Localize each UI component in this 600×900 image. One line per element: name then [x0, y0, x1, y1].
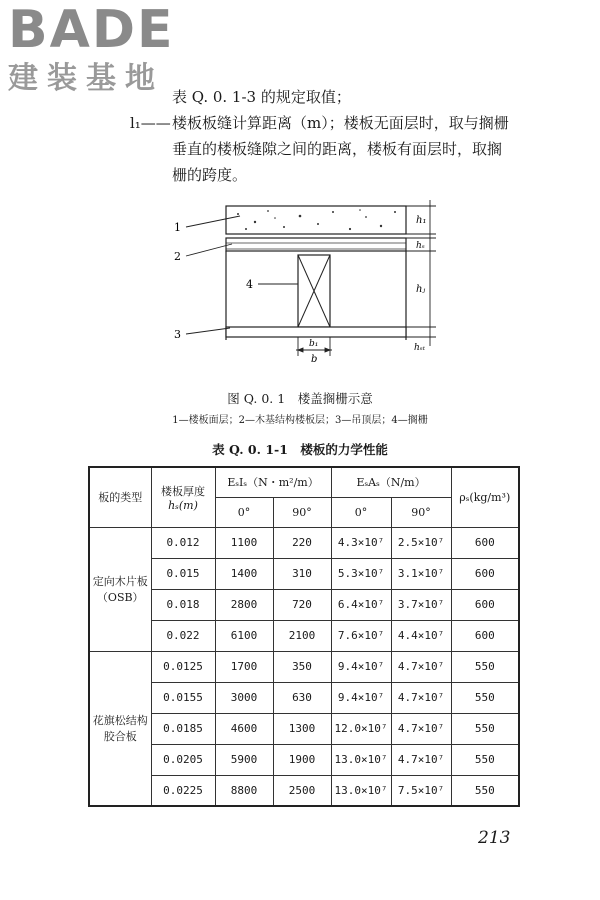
ea-0deg-cell: 9.4×10⁷ — [331, 682, 391, 713]
ea-0deg-cell: 12.0×10⁷ — [331, 713, 391, 744]
density-cell: 600 — [451, 527, 519, 558]
ei-90deg-cell: 2500 — [273, 775, 331, 806]
density-cell: 550 — [451, 713, 519, 744]
board-type-cell — [89, 651, 151, 806]
table-row — [89, 713, 519, 744]
mechanical-properties-table — [88, 466, 520, 807]
table-row — [89, 744, 519, 775]
density-cell: 600 — [451, 558, 519, 589]
density-cell: 550 — [451, 651, 519, 682]
dim-b: b — [311, 354, 318, 365]
ei-90deg-cell: 310 — [273, 558, 331, 589]
ei-90deg-cell: 720 — [273, 589, 331, 620]
ea-0deg-cell: 6.4×10⁷ — [331, 589, 391, 620]
ei-90deg-cell: 350 — [273, 651, 331, 682]
callout-2: 2 — [174, 250, 181, 263]
ei-90deg-cell: 630 — [273, 682, 331, 713]
density-cell: 600 — [451, 620, 519, 651]
ea-90deg-cell: 7.5×10⁷ — [391, 775, 451, 806]
ei-0deg-cell: 1700 — [215, 651, 273, 682]
ei-0deg-cell: 2800 — [215, 589, 273, 620]
definition-line-3: 栅的跨度。 — [172, 166, 248, 184]
table-body — [89, 527, 519, 806]
board-type-line2: 胶合板 — [103, 730, 137, 744]
ea-0deg-cell: 5.3×10⁷ — [331, 558, 391, 589]
dim-hj: hⱼ — [416, 284, 426, 295]
ei-0deg-cell: 4600 — [215, 713, 273, 744]
ea-90deg-cell: 3.7×10⁷ — [391, 589, 451, 620]
ei-90deg-cell: 220 — [273, 527, 331, 558]
ea-90deg-cell: 2.5×10⁷ — [391, 527, 451, 558]
thickness-cell: 0.0225 — [151, 775, 215, 806]
header-thickness-line1: 楼板厚度 — [161, 484, 205, 498]
ea-0deg-cell: 13.0×10⁷ — [331, 775, 391, 806]
figure-legend: 1—楼板面层；2—木基结构楼板层；3—吊顶层；4—搁栅 — [172, 415, 428, 426]
callout-4: 4 — [246, 278, 253, 291]
ea-90deg-cell: 4.7×10⁷ — [391, 744, 451, 775]
sheathing-layer — [226, 238, 406, 251]
callout-1: 1 — [174, 221, 181, 234]
table-row — [89, 651, 519, 682]
page-number: 213 — [478, 828, 511, 848]
header-ei: EₛIₛ（N・m²/m） — [215, 467, 331, 497]
ea-0deg-cell: 7.6×10⁷ — [331, 620, 391, 651]
ea-90deg-cell: 3.1×10⁷ — [391, 558, 451, 589]
dim-b1: b₁ — [309, 339, 319, 349]
thickness-cell: 0.0125 — [151, 651, 215, 682]
ea-90deg-cell: 4.7×10⁷ — [391, 713, 451, 744]
dim-hs: hₛ — [416, 241, 425, 251]
header-ea: EₛAₛ（N/m） — [331, 467, 451, 497]
table-row — [89, 682, 519, 713]
ea-0deg-cell: 9.4×10⁷ — [331, 651, 391, 682]
surface-layer — [226, 206, 406, 234]
ei-0deg-cell: 1400 — [215, 558, 273, 589]
ei-90deg-cell: 1300 — [273, 713, 331, 744]
floor-joist-diagram — [0, 0, 600, 390]
ea-0deg-cell: 4.3×10⁷ — [331, 527, 391, 558]
ei-0deg-cell: 6100 — [215, 620, 273, 651]
ei-90deg-cell: 2100 — [273, 620, 331, 651]
header-ea-90deg: 90° — [391, 497, 451, 527]
body-line-1: 表 Q. 0. 1-3 的规定取值； — [172, 88, 351, 106]
board-type-line1: 定向木片板 — [92, 575, 148, 588]
header-thickness-line2: hₛ(m) — [168, 498, 198, 512]
definition-line-1: 楼板板缝计算距离（m）；楼板无面层时，取与搁栅 — [172, 114, 509, 132]
ea-90deg-cell: 4.4×10⁷ — [391, 620, 451, 651]
ceiling-layer — [226, 327, 406, 337]
density-cell: 550 — [451, 682, 519, 713]
dim-h1: h₁ — [416, 215, 427, 226]
header-thickness — [151, 467, 215, 527]
header-ei-90deg: 90° — [273, 497, 331, 527]
table-row — [89, 589, 519, 620]
thickness-cell: 0.0205 — [151, 744, 215, 775]
header-density: ρₛ(kg/m³) — [451, 467, 519, 527]
dim-hst: hₛₜ — [414, 343, 426, 353]
ei-90deg-cell: 1900 — [273, 744, 331, 775]
density-cell: 550 — [451, 744, 519, 775]
table-title: 表 Q. 0. 1-1 楼板的力学性能 — [212, 442, 388, 457]
definition-line-2: 垂直的楼板缝隙之间的距离，楼板有面层时，取搁 — [172, 140, 503, 158]
thickness-cell: 0.0185 — [151, 713, 215, 744]
thickness-cell: 0.022 — [151, 620, 215, 651]
ea-90deg-cell: 4.7×10⁷ — [391, 682, 451, 713]
table-row — [89, 527, 519, 558]
ei-0deg-cell: 8800 — [215, 775, 273, 806]
density-cell: 600 — [451, 589, 519, 620]
board-type-line1: 花旗松结构 — [92, 714, 148, 728]
callout-3: 3 — [174, 328, 181, 341]
table-row — [89, 775, 519, 806]
logo-brand-text: BADE — [8, 0, 175, 60]
thickness-cell: 0.015 — [151, 558, 215, 589]
term-symbol: l₁—— — [130, 114, 171, 132]
table-row — [89, 558, 519, 589]
ei-0deg-cell: 5900 — [215, 744, 273, 775]
thickness-cell: 0.0155 — [151, 682, 215, 713]
density-cell: 550 — [451, 775, 519, 806]
board-type-cell — [89, 527, 151, 651]
header-ea-0deg: 0° — [331, 497, 391, 527]
thickness-cell: 0.012 — [151, 527, 215, 558]
ea-90deg-cell: 4.7×10⁷ — [391, 651, 451, 682]
header-ei-0deg: 0° — [215, 497, 273, 527]
ei-0deg-cell: 1100 — [215, 527, 273, 558]
figure-caption: 图 Q. 0. 1 楼盖搁栅示意 — [227, 391, 373, 406]
ea-0deg-cell: 13.0×10⁷ — [331, 744, 391, 775]
header-type: 板的类型 — [89, 467, 151, 527]
ei-0deg-cell: 3000 — [215, 682, 273, 713]
board-type-line2: （OSB） — [96, 591, 144, 604]
thickness-cell: 0.018 — [151, 589, 215, 620]
table-row — [89, 620, 519, 651]
logo-subtitle: 建装基地 — [8, 61, 164, 96]
